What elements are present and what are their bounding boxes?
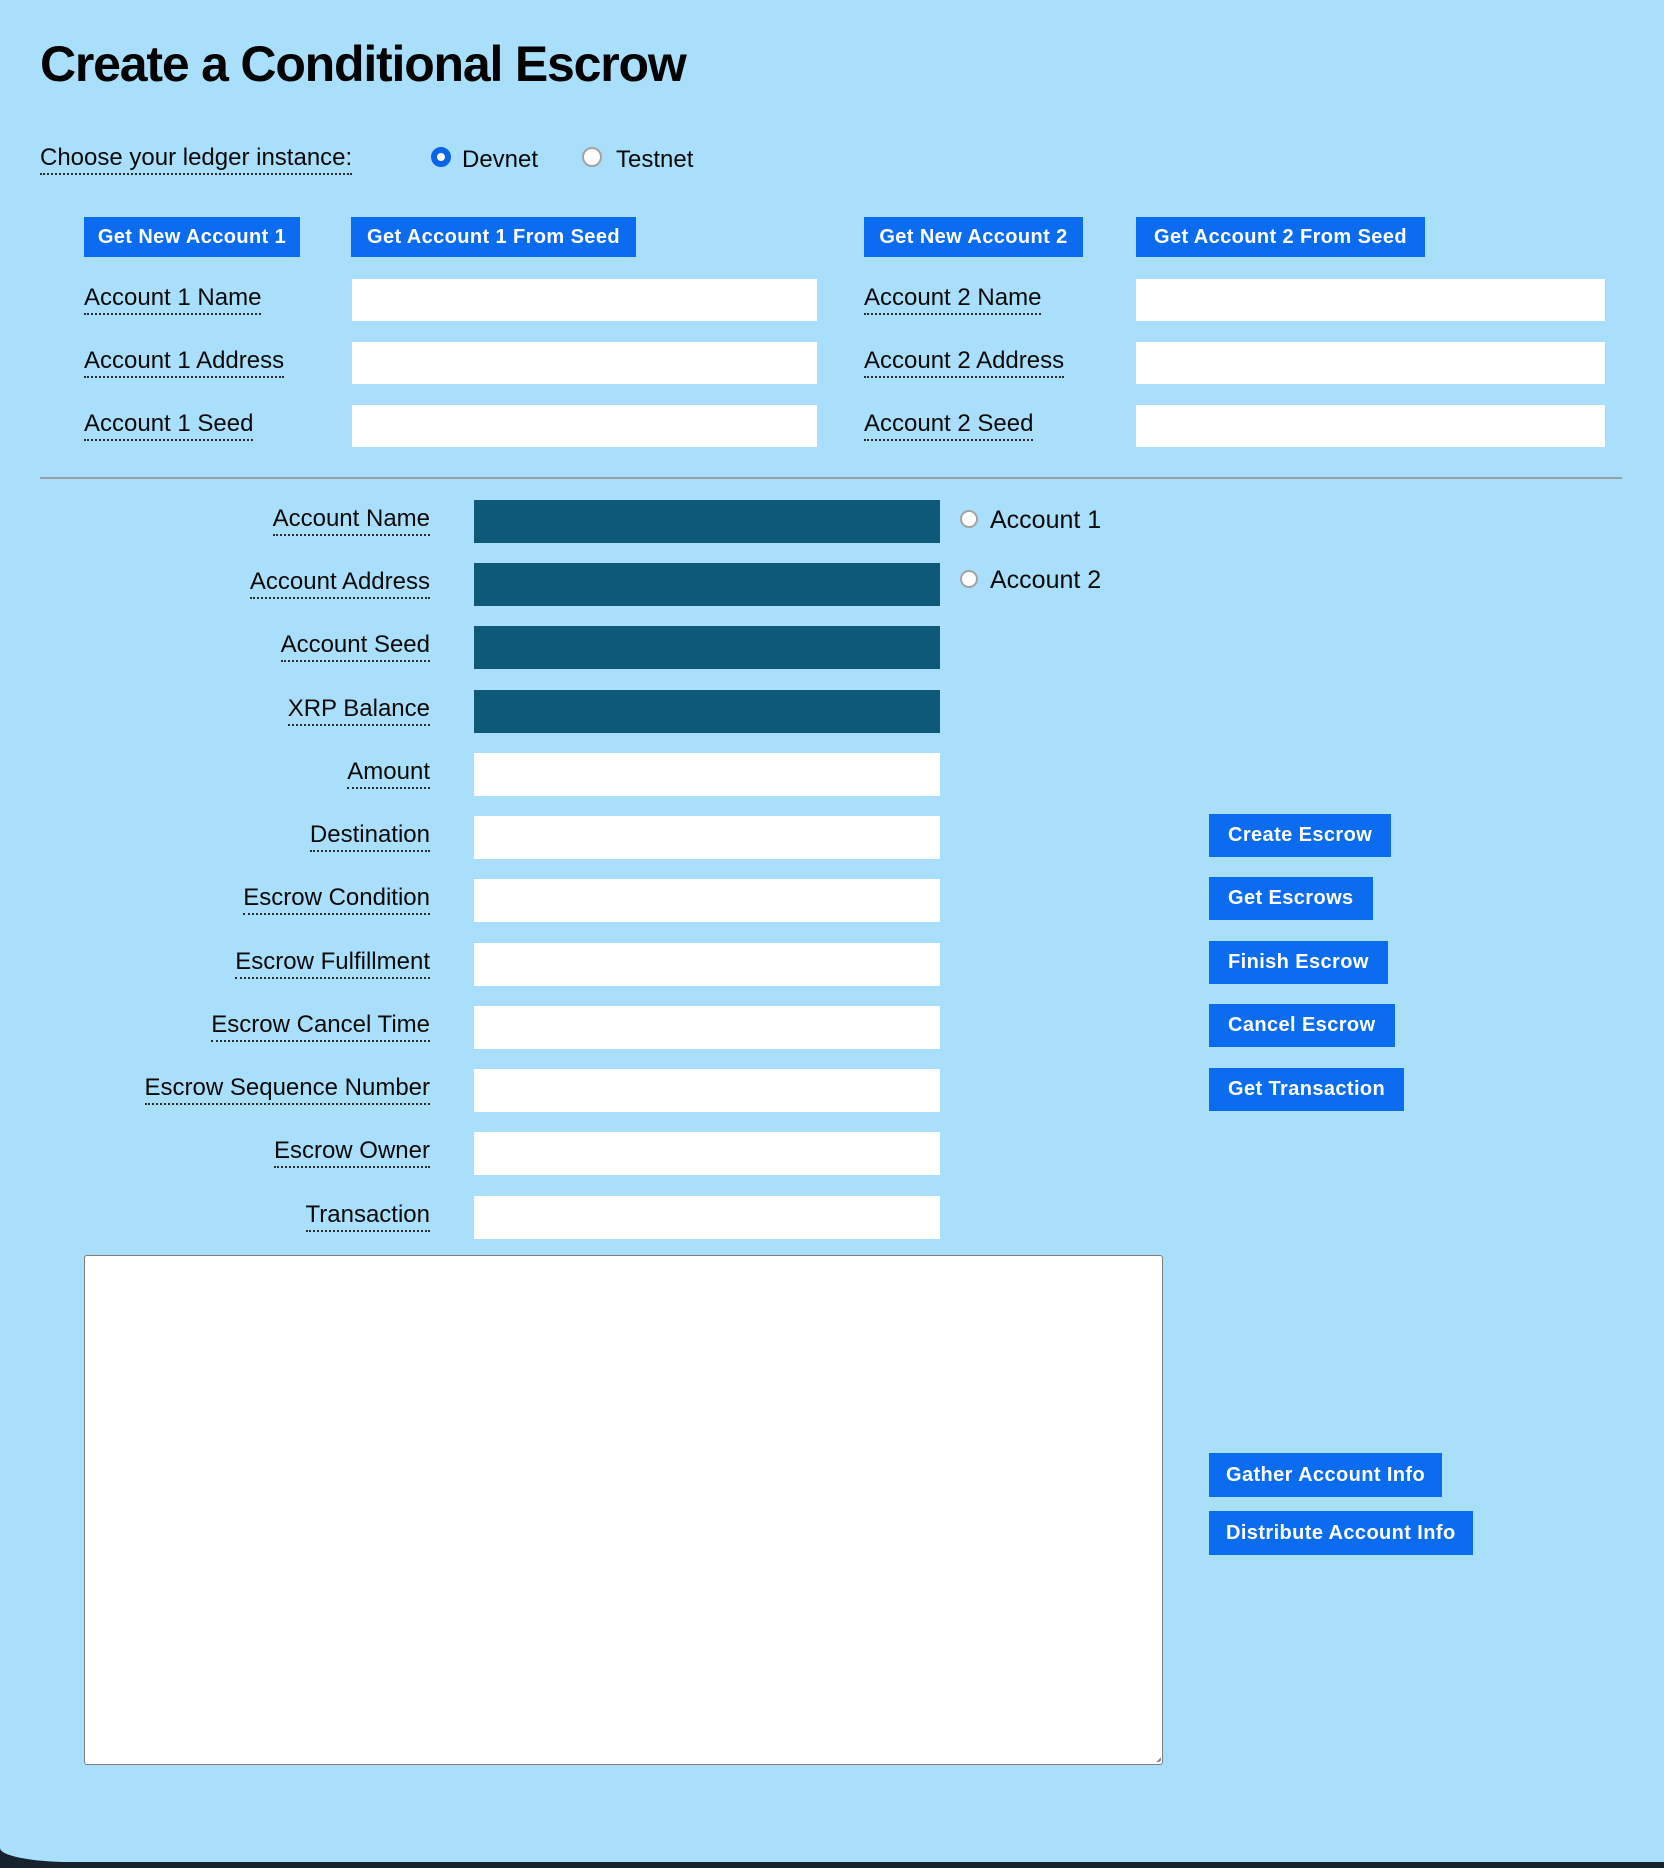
account2-name-input[interactable] [1136, 279, 1605, 321]
account2-seed-label: Account 2 Seed [864, 410, 1033, 438]
xrp-balance-field [474, 690, 940, 733]
account2-radio-label[interactable]: Account 2 [990, 566, 1102, 594]
account1-address-input[interactable] [352, 342, 817, 384]
transaction-label: Transaction [0, 1201, 430, 1229]
account1-seed-input[interactable] [352, 405, 817, 447]
results-textarea[interactable] [84, 1255, 1163, 1765]
escrow-condition-input[interactable] [474, 879, 940, 922]
account2-address-label: Account 2 Address [864, 347, 1064, 375]
transaction-input[interactable] [474, 1196, 940, 1239]
escrow-cancel-time-label: Escrow Cancel Time [0, 1011, 430, 1039]
destination-input[interactable] [474, 816, 940, 859]
get-escrows-button[interactable]: Get Escrows [1209, 877, 1373, 920]
ledger-instance-label: Choose your ledger instance: [40, 144, 352, 172]
account-seed-field [474, 626, 940, 669]
get-transaction-button[interactable]: Get Transaction [1209, 1068, 1404, 1111]
testnet-radio[interactable] [582, 147, 602, 167]
escrow-condition-label: Escrow Condition [0, 884, 430, 912]
account-seed-label: Account Seed [0, 631, 430, 659]
get-new-account-2-button[interactable]: Get New Account 2 [864, 217, 1083, 257]
page-title: Create a Conditional Escrow [40, 36, 686, 92]
account1-radio-label[interactable]: Account 1 [990, 506, 1102, 534]
account1-name-label: Account 1 Name [84, 284, 261, 312]
escrow-cancel-time-input[interactable] [474, 1006, 940, 1049]
devnet-radio[interactable] [431, 147, 451, 167]
account-address-label: Account Address [0, 568, 430, 596]
cancel-escrow-button[interactable]: Cancel Escrow [1209, 1004, 1395, 1047]
section-divider [40, 477, 1622, 479]
amount-input[interactable] [474, 753, 940, 796]
account-name-label: Account Name [0, 505, 430, 533]
account-address-field [474, 563, 940, 606]
account-name-field [474, 500, 940, 543]
create-escrow-button[interactable]: Create Escrow [1209, 814, 1391, 857]
finish-escrow-button[interactable]: Finish Escrow [1209, 941, 1388, 984]
destination-label: Destination [0, 821, 430, 849]
get-account-2-from-seed-button[interactable]: Get Account 2 From Seed [1136, 217, 1425, 257]
account2-name-label: Account 2 Name [864, 284, 1041, 312]
account2-address-input[interactable] [1136, 342, 1605, 384]
account1-name-input[interactable] [352, 279, 817, 321]
amount-label: Amount [0, 758, 430, 786]
account1-seed-label: Account 1 Seed [84, 410, 253, 438]
account2-radio[interactable] [960, 570, 978, 588]
gather-account-info-button[interactable]: Gather Account Info [1209, 1453, 1442, 1497]
devnet-radio-label[interactable]: Devnet [462, 146, 539, 173]
get-account-1-from-seed-button[interactable]: Get Account 1 From Seed [351, 217, 636, 257]
escrow-sequence-number-input[interactable] [474, 1069, 940, 1112]
distribute-account-info-button[interactable]: Distribute Account Info [1209, 1511, 1473, 1555]
account1-radio[interactable] [960, 510, 978, 528]
get-new-account-1-button[interactable]: Get New Account 1 [84, 217, 300, 257]
account2-seed-input[interactable] [1136, 405, 1605, 447]
escrow-fulfillment-input[interactable] [474, 943, 940, 986]
escrow-owner-input[interactable] [474, 1132, 940, 1175]
account1-address-label: Account 1 Address [84, 347, 284, 375]
escrow-owner-label: Escrow Owner [0, 1137, 430, 1165]
escrow-sequence-number-label: Escrow Sequence Number [0, 1074, 430, 1102]
escrow-fulfillment-label: Escrow Fulfillment [0, 948, 430, 976]
testnet-radio-label[interactable]: Testnet [616, 146, 694, 173]
xrp-balance-label: XRP Balance [0, 695, 430, 723]
